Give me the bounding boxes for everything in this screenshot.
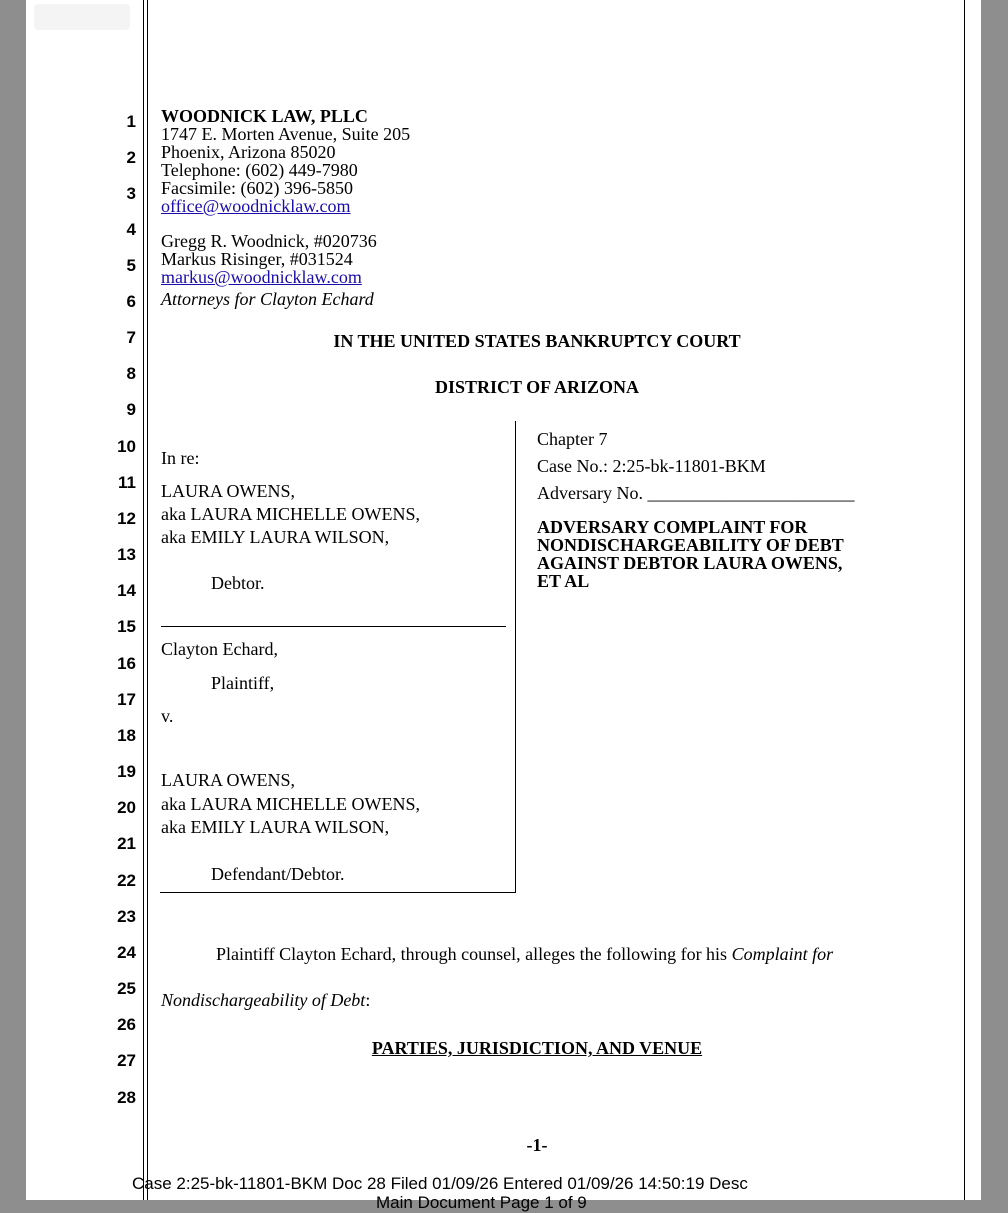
line-number: 6 [126, 292, 136, 311]
intro-paragraph [216, 945, 833, 963]
line-number: 16 [117, 654, 136, 673]
attorney-1: Gregg R. Woodnick, #020736 [161, 231, 377, 251]
line-number: 26 [117, 1015, 136, 1034]
complaint-title-line-2: NONDISCHARGEABILITY OF DEBT [537, 535, 844, 555]
caption-debtor-aka-2: aka EMILY LAURA WILSON, [161, 527, 390, 547]
caption-vertical-rule [515, 421, 516, 893]
firm-name: WOODNICK LAW, PLLC [161, 106, 368, 126]
court-name: IN THE UNITED STATES BANKRUPTCY COURT [333, 331, 741, 351]
line-number: 12 [117, 509, 136, 528]
firm-telephone: Telephone: (602) 449-7980 [161, 160, 358, 180]
line-number: 3 [126, 184, 136, 203]
continuation-end: : [365, 990, 371, 1010]
line-number: 10 [117, 437, 136, 456]
caption-versus: v. [161, 706, 174, 726]
case-number: Case No.: 2:25-bk-11801-BKM [537, 456, 766, 476]
line-number: 13 [117, 545, 136, 564]
firm-facsimile: Facsimile: (602) 396-5850 [161, 178, 353, 198]
attorney-2: Markus Risinger, #031524 [161, 249, 353, 269]
section-heading: PARTIES, JURISDICTION, AND VENUE [371, 1038, 703, 1058]
caption-divider [161, 626, 506, 627]
intro-continuation [161, 991, 370, 1009]
page-number: -1- [526, 1135, 548, 1155]
chapter: Chapter 7 [537, 429, 608, 449]
caption-plaintiff-name: Clayton Echard, [161, 639, 278, 659]
line-number: 27 [117, 1051, 136, 1070]
line-number: 17 [117, 690, 136, 709]
left-margin-rule-outer [143, 0, 144, 1200]
court-district: DISTRICT OF ARIZONA [434, 377, 640, 397]
header-artifact [34, 4, 130, 30]
caption-defendant-label: Defendant/Debtor. [211, 864, 345, 884]
line-number: 9 [126, 400, 136, 419]
caption-debtor-aka-1: aka LAURA MICHELLE OWENS, [161, 504, 420, 524]
firm-address-line-1: 1747 E. Morten Avenue, Suite 205 [161, 124, 411, 144]
line-number: 2 [126, 148, 136, 167]
line-number: 22 [117, 871, 136, 890]
caption-plaintiff-label: Plaintiff, [211, 673, 275, 693]
line-number: 24 [117, 943, 136, 962]
line-number: 4 [126, 220, 136, 239]
firm-address-line-2: Phoenix, Arizona 85020 [161, 142, 336, 162]
attorney-email-link[interactable]: markus@woodnicklaw.com [161, 267, 362, 287]
caption-debtor-name: LAURA OWENS, [161, 481, 295, 501]
caption-defendant-aka-2: aka EMILY LAURA WILSON, [161, 817, 390, 837]
complaint-title-line-4: ET AL [537, 571, 590, 591]
ecf-stamp-second-line: Main Document Page 1 of 9 [376, 1193, 587, 1212]
firm-email-link[interactable]: office@woodnicklaw.com [161, 196, 351, 216]
continuation-italic: Nondischargeability of Debt [161, 990, 366, 1010]
line-number: 5 [126, 256, 136, 275]
caption-debtor-label: Debtor. [211, 573, 265, 593]
adversary-number: Adversary No. _______________________ [537, 483, 855, 503]
line-number: 11 [118, 473, 136, 492]
caption-bottom-rule [160, 892, 516, 893]
line-number: 23 [117, 907, 136, 926]
intro-italic: Complaint for [731, 944, 834, 964]
caption-defendant-name: LAURA OWENS, [161, 770, 295, 790]
line-number: 7 [126, 328, 136, 347]
right-margin-rule [964, 0, 965, 1200]
caption-defendant-aka-1: aka LAURA MICHELLE OWENS, [161, 794, 420, 814]
line-number: 1 [126, 112, 136, 131]
line-number: 15 [117, 617, 136, 636]
line-number: 28 [117, 1088, 136, 1107]
complaint-title-line-3: AGAINST DEBTOR LAURA OWENS, [537, 553, 843, 573]
document-page [26, 0, 981, 1212]
intro-text: Plaintiff Clayton Echard, through counsel, alleges the following for his [216, 944, 728, 964]
ecf-stamp: Case 2:25-bk-11801-BKM Doc 28 Filed 01/09/26 Entered 01/09/26 14:50:19 Desc [132, 1174, 748, 1193]
line-number: 20 [117, 798, 136, 817]
line-number: 8 [126, 364, 136, 383]
complaint-title-line-1: ADVERSARY COMPLAINT FOR [537, 517, 808, 537]
left-margin-rule-inner [147, 0, 148, 1200]
caption-in-re: In re: [161, 448, 200, 468]
attorneys-for: Attorneys for Clayton Echard [161, 289, 374, 309]
line-number: 18 [117, 726, 136, 745]
line-number: 25 [117, 979, 136, 998]
line-number: 14 [117, 581, 136, 600]
line-number: 19 [117, 762, 136, 781]
line-number: 21 [117, 834, 136, 853]
